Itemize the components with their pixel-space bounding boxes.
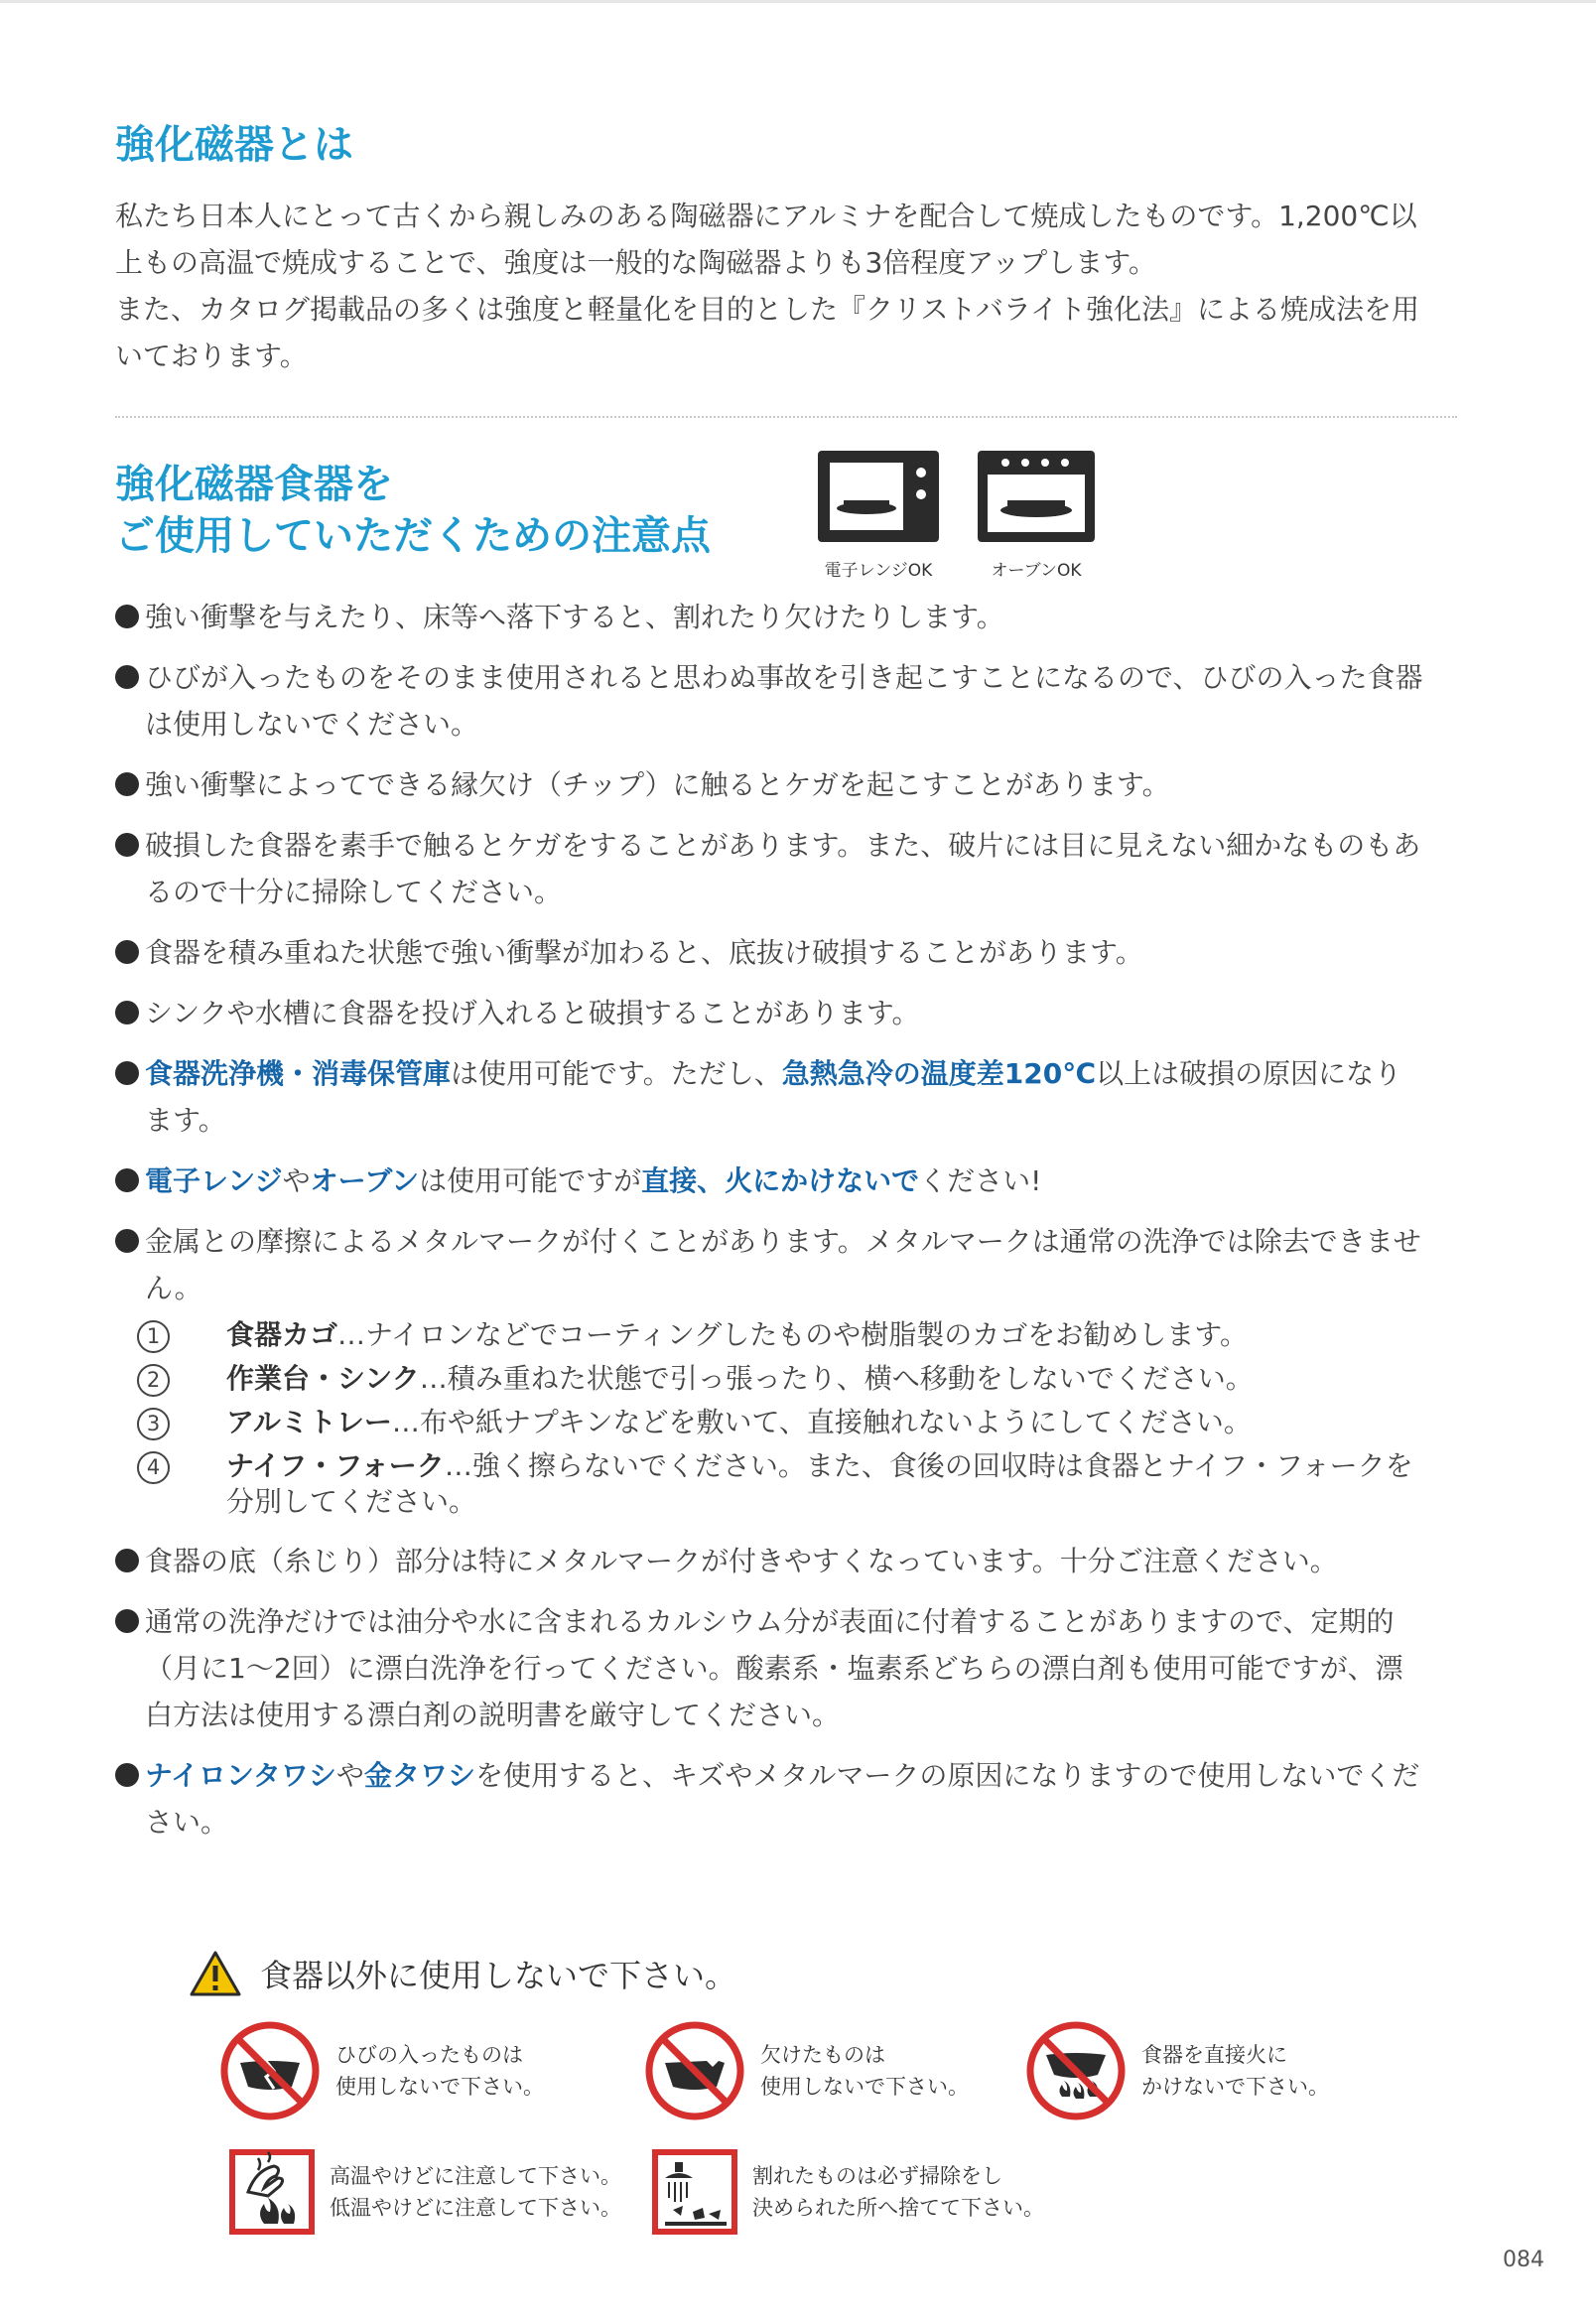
oven-ok-badge bbox=[976, 449, 1097, 581]
list-item-text: は使用可能ですが bbox=[419, 1164, 642, 1197]
caution-text bbox=[752, 2160, 1044, 2224]
list-item bbox=[115, 761, 1425, 808]
burn-caution-icon bbox=[228, 2148, 316, 2236]
list-item-text: 強い衝撃によってできる縁欠け（チップ）に触るとケガを起こすことがあります。 bbox=[145, 768, 1170, 801]
sub-item bbox=[115, 1444, 1425, 1520]
microwave-ok-badge bbox=[816, 449, 941, 581]
top-rule bbox=[0, 0, 1596, 3]
caution-text bbox=[760, 2039, 969, 2103]
bullet-icon bbox=[115, 1549, 139, 1572]
caution-text-line: 高温やけどに注意して下さい。 bbox=[330, 2164, 621, 2188]
caution-text bbox=[335, 2039, 544, 2103]
list-item bbox=[115, 822, 1425, 915]
list-item bbox=[115, 1598, 1425, 1738]
sub-item-text: …強く擦らないでください。また、食後の回収時は食器とナイフ・フォークを分別してください。 bbox=[226, 1449, 1413, 1518]
list-item-text: 強い衝撃を与えたり、床等へ落下すると、割れたり欠けたりします。 bbox=[145, 601, 1004, 633]
bullet-icon bbox=[115, 772, 139, 796]
direct-fire-prohibited-icon bbox=[1024, 2019, 1128, 2122]
highlight-text: 金タワシ bbox=[363, 1759, 475, 1792]
microwave-icon bbox=[816, 449, 941, 544]
bullet-icon bbox=[115, 940, 139, 964]
section-divider bbox=[115, 416, 1457, 418]
bullet-icon bbox=[115, 1001, 139, 1024]
list-item bbox=[115, 1158, 1425, 1204]
highlight-text: 直接、火にかけないで bbox=[641, 1164, 920, 1197]
sub-item bbox=[115, 1401, 1425, 1444]
precaution-list bbox=[115, 594, 1425, 1845]
bullet-icon bbox=[115, 833, 139, 857]
list-item bbox=[115, 594, 1425, 640]
caution-item bbox=[218, 2019, 544, 2122]
caution-text-line: かけないで下さい。 bbox=[1141, 2075, 1329, 2099]
intro-paragraph: また、カタログ掲載品の多くは強度と軽量化を目的とした『クリストバライト強化法』による焼成法を用いております。 bbox=[115, 293, 1420, 372]
caution-item bbox=[228, 2148, 621, 2236]
oven-icon bbox=[976, 449, 1097, 544]
list-item-text: は使用可能です。ただし、 bbox=[451, 1057, 782, 1090]
list-item-text: 破損した食器を素手で触るとケガをすることがあります。また、破片には目に見えない細かなものもあるので十分に掃除してください。 bbox=[145, 829, 1421, 908]
section-title-precautions bbox=[115, 459, 711, 562]
sub-item-text: …布や紙ナプキンなどを敷いて、直接触れないようにしてください。 bbox=[391, 1406, 1252, 1438]
highlight-text: 食器洗浄機・消毒保管庫 bbox=[145, 1057, 452, 1090]
bullet-icon bbox=[115, 1061, 139, 1085]
intro-text bbox=[115, 193, 1425, 379]
circled-number: 2 bbox=[137, 1364, 170, 1397]
caution-text bbox=[1141, 2039, 1329, 2103]
caution-text-line: ひびの入ったものは bbox=[335, 2043, 523, 2067]
bullet-icon bbox=[115, 605, 139, 628]
list-item-text: ください! bbox=[919, 1164, 1042, 1197]
circled-number: 3 bbox=[137, 1408, 170, 1440]
caution-text-line: 欠けたものは bbox=[760, 2043, 885, 2067]
list-item-text: 以上は破損の原因になります。 bbox=[145, 1057, 1402, 1137]
warning-triangle-icon bbox=[189, 1950, 242, 1997]
microwave-ok-label: 電子レンジOK bbox=[824, 561, 933, 581]
sub-item-term: ナイフ・フォーク bbox=[226, 1449, 445, 1482]
list-item bbox=[115, 1050, 1425, 1144]
highlight-text: 電子レンジ bbox=[145, 1164, 283, 1197]
circled-number: 4 bbox=[137, 1451, 170, 1484]
highlight-text: 急熱急冷の温度差120℃ bbox=[781, 1057, 1097, 1090]
list-item-text: 金属との摩擦によるメタルマークが付くことがあります。メタルマークは通常の洗浄では除去できません。 bbox=[145, 1225, 1421, 1304]
caution-item bbox=[643, 2019, 969, 2122]
highlight-text: オーブン bbox=[310, 1164, 420, 1197]
sub-item bbox=[115, 1357, 1425, 1401]
highlight-text: ナイロンタワシ bbox=[145, 1759, 336, 1792]
caution-text bbox=[330, 2160, 621, 2224]
list-item-text: や bbox=[282, 1164, 311, 1197]
sub-item-text: …ナイロンなどでコーティングしたものや樹脂製のカゴをお勧めします。 bbox=[337, 1318, 1249, 1351]
caution-text-line: 決められた所へ捨てて下さい。 bbox=[752, 2196, 1044, 2220]
sub-item-term: アルミトレー bbox=[226, 1406, 392, 1438]
list-item bbox=[115, 1218, 1425, 1311]
list-item-text: 食器を積み重ねた状態で強い衝撃が加わると、底抜け破損することがあります。 bbox=[145, 936, 1143, 969]
bullet-icon bbox=[115, 1763, 139, 1787]
bullet-icon bbox=[115, 1229, 139, 1253]
list-item bbox=[115, 654, 1425, 748]
caution-item bbox=[651, 2148, 1044, 2236]
caution-text-line: 割れたものは必ず掃除をし bbox=[752, 2164, 1002, 2188]
list-item bbox=[115, 1538, 1425, 1584]
caution-item bbox=[1024, 2019, 1329, 2122]
sweep-shards-icon bbox=[651, 2148, 738, 2236]
section-title-line: ご使用していただくための注意点 bbox=[115, 513, 711, 559]
list-item bbox=[115, 990, 1425, 1036]
chipped-bowl-prohibited-icon bbox=[643, 2019, 746, 2122]
circled-number: 1 bbox=[137, 1320, 170, 1353]
list-item-text: 食器の底（糸じり）部分は特にメタルマークが付きやすくなっています。十分ご注意ください。 bbox=[145, 1545, 1338, 1577]
caution-text-line: 食器を直接火に bbox=[1141, 2043, 1287, 2067]
list-item-text: 通常の洗浄だけでは油分や水に含まれるカルシウム分が表面に付着することがありますので、定期的（月に1〜2回）に漂白洗浄を行ってください。酸素系・塩素系どちらの漂白剤も使用可能ですが、漂白方法は使用する漂白剤の説明書を厳守してください。 bbox=[145, 1605, 1403, 1731]
cracked-bowl-prohibited-icon bbox=[218, 2019, 322, 2122]
list-item-text: ひびが入ったものをそのまま使用されると思わぬ事故を引き起こすことになるので、ひびの入った食器は使用しないでください。 bbox=[145, 661, 1423, 741]
warning-heading bbox=[189, 1950, 736, 1997]
list-item-text: を使用すると、キズやメタルマークの原因になりますので使用しないでください。 bbox=[145, 1759, 1420, 1839]
bullet-icon bbox=[115, 665, 139, 689]
list-item-text: シンクや水槽に食器を投げ入れると破損することがあります。 bbox=[145, 997, 920, 1029]
section-title-line: 強化磁器食器を bbox=[115, 462, 393, 507]
page-number: 084 bbox=[1503, 2248, 1544, 2272]
list-item bbox=[115, 1752, 1425, 1845]
section-title-about: 強化磁器とは bbox=[115, 122, 353, 168]
list-item bbox=[115, 929, 1425, 976]
warning-heading-text: 食器以外に使用しないで下さい。 bbox=[260, 1957, 737, 1994]
sub-item-term: 作業台・シンク bbox=[226, 1362, 420, 1395]
caution-text-line: 低温やけどに注意して下さい。 bbox=[330, 2196, 621, 2220]
oven-ok-label: オーブンOK bbox=[991, 561, 1082, 581]
sub-item-term: 食器カゴ bbox=[226, 1318, 338, 1351]
sub-item bbox=[115, 1313, 1425, 1357]
caution-text-line: 使用しないで下さい。 bbox=[335, 2075, 544, 2099]
bullet-icon bbox=[115, 1609, 139, 1633]
list-item-text: や bbox=[335, 1759, 364, 1792]
sub-item-text: …積み重ねた状態で引っ張ったり、横へ移動をしないでください。 bbox=[419, 1362, 1254, 1395]
bullet-icon bbox=[115, 1168, 139, 1192]
intro-paragraph: 私たち日本人にとって古くから親しみのある陶磁器にアルミナを配合して焼成したものです。1,200℃以上もの高温で焼成することで、強度は一般的な陶磁器よりも3倍程度アップします。 bbox=[115, 200, 1417, 279]
caution-text-line: 使用しないで下さい。 bbox=[760, 2075, 969, 2099]
